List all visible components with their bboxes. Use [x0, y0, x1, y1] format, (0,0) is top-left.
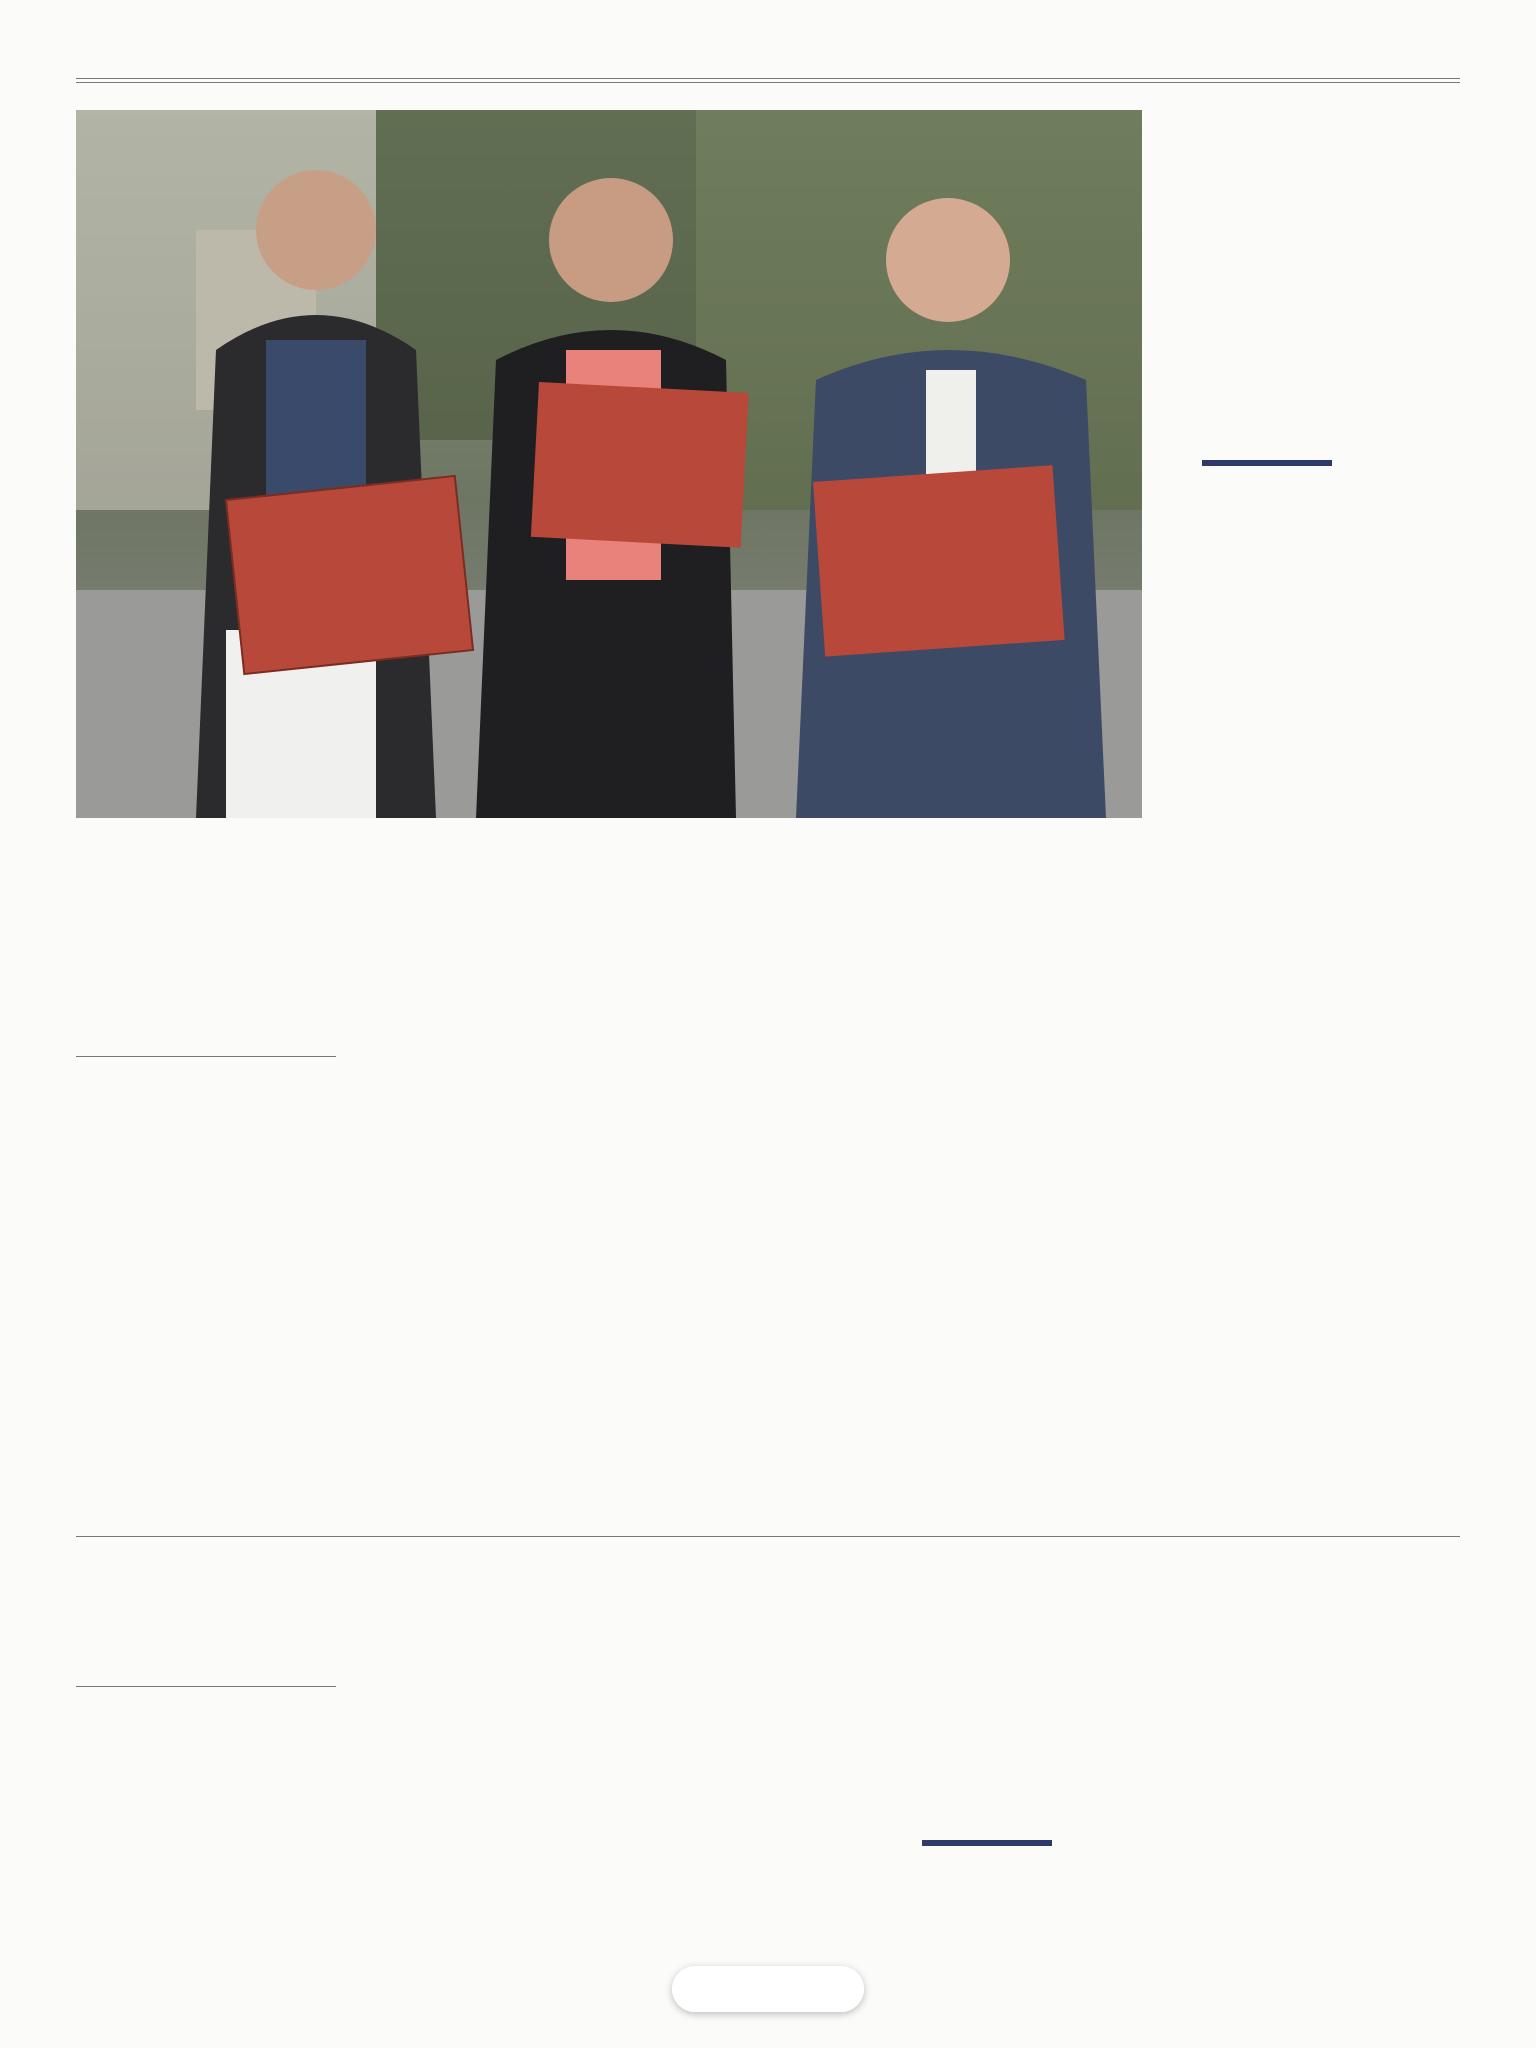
article1-col5-bottom — [1202, 658, 1460, 1498]
pull-quote-bar — [922, 1840, 1052, 1846]
article1-col2 — [358, 1046, 618, 1498]
pull-quote-bar — [1202, 460, 1332, 466]
chevron-up-icon[interactable] — [754, 1930, 782, 1958]
article2-col4 — [922, 1566, 1182, 1811]
lead-photo — [76, 110, 1142, 818]
header-rule-2 — [76, 82, 1460, 83]
byline-rule — [76, 1056, 336, 1057]
article1-col1 — [76, 1128, 336, 1498]
article2-col1 — [76, 1742, 336, 2038]
article-separator — [76, 1536, 1460, 1537]
byline-rule — [76, 1686, 336, 1687]
article1-col5-top — [1202, 106, 1460, 432]
article2-col5 — [1202, 1566, 1460, 2038]
header-rule — [76, 78, 1460, 79]
articles-button[interactable] — [672, 1966, 864, 2012]
protest-photo-illustration — [76, 110, 1142, 818]
article1-col4 — [922, 1046, 1182, 1498]
article1-col3 — [640, 1046, 900, 1498]
article2-col2 — [358, 1680, 618, 2038]
